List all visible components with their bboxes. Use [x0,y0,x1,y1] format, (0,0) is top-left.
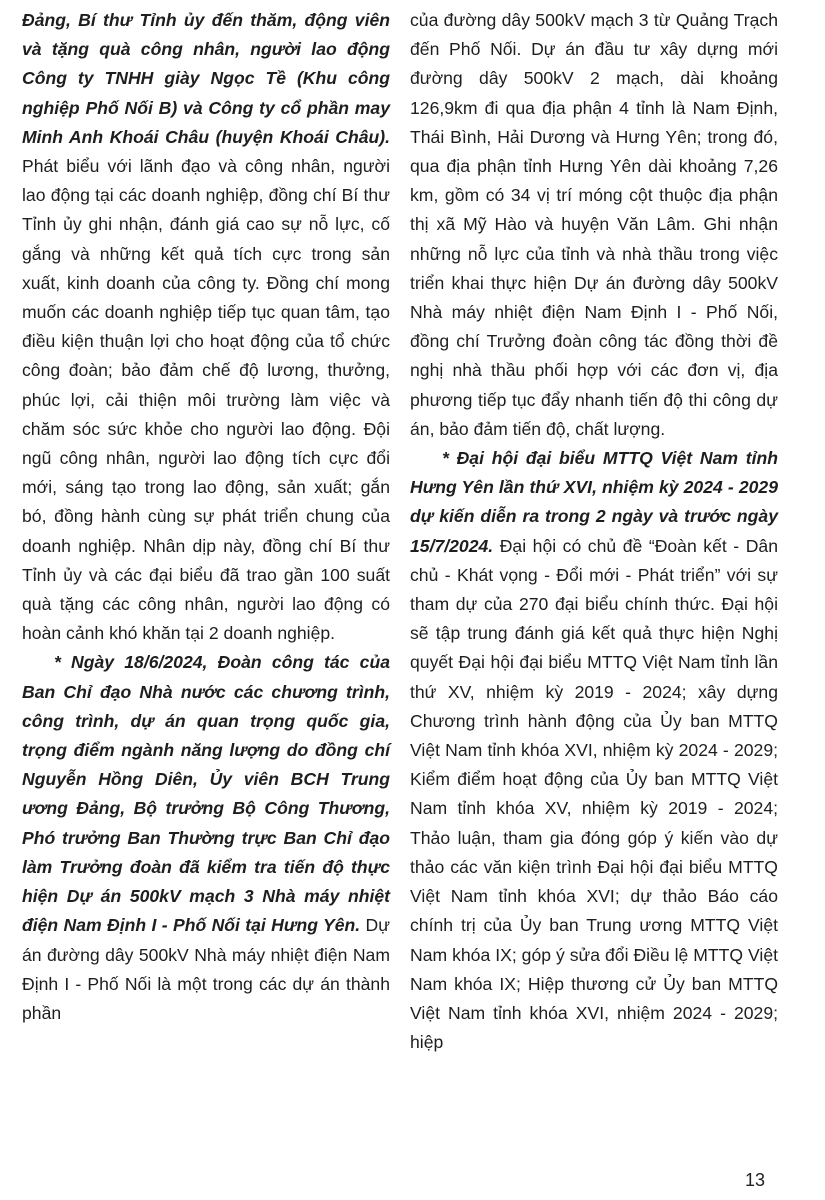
paragraph-text: của đường dây 500kV mạch 3 từ Quảng Trạch đến Phố Nối. Dự án đầu tư xây dựng mới đường dây 500kV 2 mạch, dài khoảng 126,9km đi qua địa phận 4 tỉnh là Nam Định, Thái Bình, Hải Dương và Hưng Yên; trong đó, qua địa phận tỉnh Hưng Yên dài khoảng 7,26 km, gồm có 34 vị trí móng cột thuộc địa phận thị xã Mỹ Hào và huyện Văn Lâm. Ghi nhận những nỗ lực của tỉnh và nhà thầu trong việc triển khai thực hiện Dự án đường dây 500kV Nhà máy nhiệt điện Nam Định I - Phố Nối, đồng chí Trưởng đoàn công tác đồng thời đề nghị nhà thầu phối hợp với các đơn vị, địa phương tiếp tục đẩy nhanh tiến độ thi công dự án, bảo đảm tiến độ, chất lượng. [410,10,778,439]
paragraph-text: Phát biểu với lãnh đạo và công nhân, người lao động tại các doanh nghiệp, đồng chí Bí thư Tỉnh ủy ghi nhận, đánh giá cao sự nỗ lực, cố gắng và những kết quả tích cực trong sản xuất, kinh doanh của công ty. Đồng chí mong muốn các doanh nghiệp tiếp tục quan tâm, tạo điều kiện thuận lợi cho hoạt động của tổ chức công đoàn; bảo đảm chế độ lương, thưởng, phúc lợi, cải thiện môi trường làm việc và chăm sóc sức khỏe cho người lao động. Đội ngũ công nhân, người lao động tích cực đổi mới, sáng tạo trong lao động, sản xuất; gắn bó, đồng hành cùng sự phát triển chung của doanh nghiệp. Nhân dịp này, đồng chí Bí thư Tỉnh ủy và các đại biểu đã trao gần 100 suất quà tặng các công nhân, người lao động có hoàn cảnh khó khăn tại 2 doanh nghiệp. [22,156,390,644]
bold-italic-lead: Đảng, Bí thư Tỉnh ủy đến thăm, động viên và tặng quà công nhân, người lao động Công ty TNHH giày Ngọc Tề (Khu công nghiệp Phố Nối B) và Công ty cổ phần may Minh Anh Khoái Châu (huyện Khoái Châu). [22,10,390,147]
left-column [22,6,390,1028]
page-number: 13 [745,1170,766,1190]
paragraph [410,444,778,1057]
bold-italic-lead: * Đại hội đại biểu MTTQ Việt Nam tỉnh Hưng Yên lần thứ XVI, nhiệm kỳ 2024 - 2029 dự kiến diễn ra trong 2 ngày và trước ngày 15/7/2024. [410,448,778,556]
paragraph-text: Dự án đường dây 500kV Nhà máy nhiệt điện Nam Định I - Phố Nối là một trong các dự án thành phần [22,915,391,1023]
paragraph [22,648,390,1028]
paragraph [22,6,390,648]
bold-italic-lead: * Ngày 18/6/2024, Đoàn công tác của Ban Chỉ đạo Nhà nước các chương trình, công trình, dự án quan trọng quốc gia, trọng điểm ngành năng lượng do đồng chí Nguyễn Hồng Diên, Ủy viên BCH Trung ương Đảng, Bộ trưởng Bộ Công Thương, Phó trưởng Ban Thường trực Ban Chỉ đạo làm Trưởng đoàn đã kiểm tra tiến độ thực hiện Dự án 500kV mạch 3 Nhà máy nhiệt điện Nam Định I - Phố Nối tại Hưng Yên. [22,652,390,936]
paragraph [410,6,778,444]
paragraph-text: Đại hội có chủ đề “Đoàn kết - Dân chủ - Khát vọng - Đổi mới - Phát triển” với sự tham dự của 270 đại biểu chính thức. Đại hội sẽ tập trung đánh giá kết quả thực hiện Nghị quyết Đại hội đại biểu MTTQ Việt Nam tỉnh lần thứ XV, nhiệm kỳ 2019 - 2024; xây dựng Chương trình hành động của Ủy ban MTTQ Việt Nam tỉnh khóa XVI, nhiệm kỳ 2024 - 2029; Kiểm điểm hoạt động của Ủy ban MTTQ Việt Nam tỉnh khóa XV, nhiệm kỳ 2019 - 2024; Thảo luận, tham gia đóng góp ý kiến vào dự thảo các văn kiện trình Đại hội đại biểu MTTQ Việt Nam tỉnh khóa XVI; dự thảo Báo cáo chính trị của Ủy ban Trung ương MTTQ Việt Nam khóa IX; góp ý sửa đổi Điều lệ MTTQ Việt Nam khóa IX; Hiệp thương cử Ủy ban MTTQ Việt Nam tỉnh khóa XVI, nhiệm 2024 - 2029; hiệp [410,535,778,1053]
right-column [410,6,778,1057]
